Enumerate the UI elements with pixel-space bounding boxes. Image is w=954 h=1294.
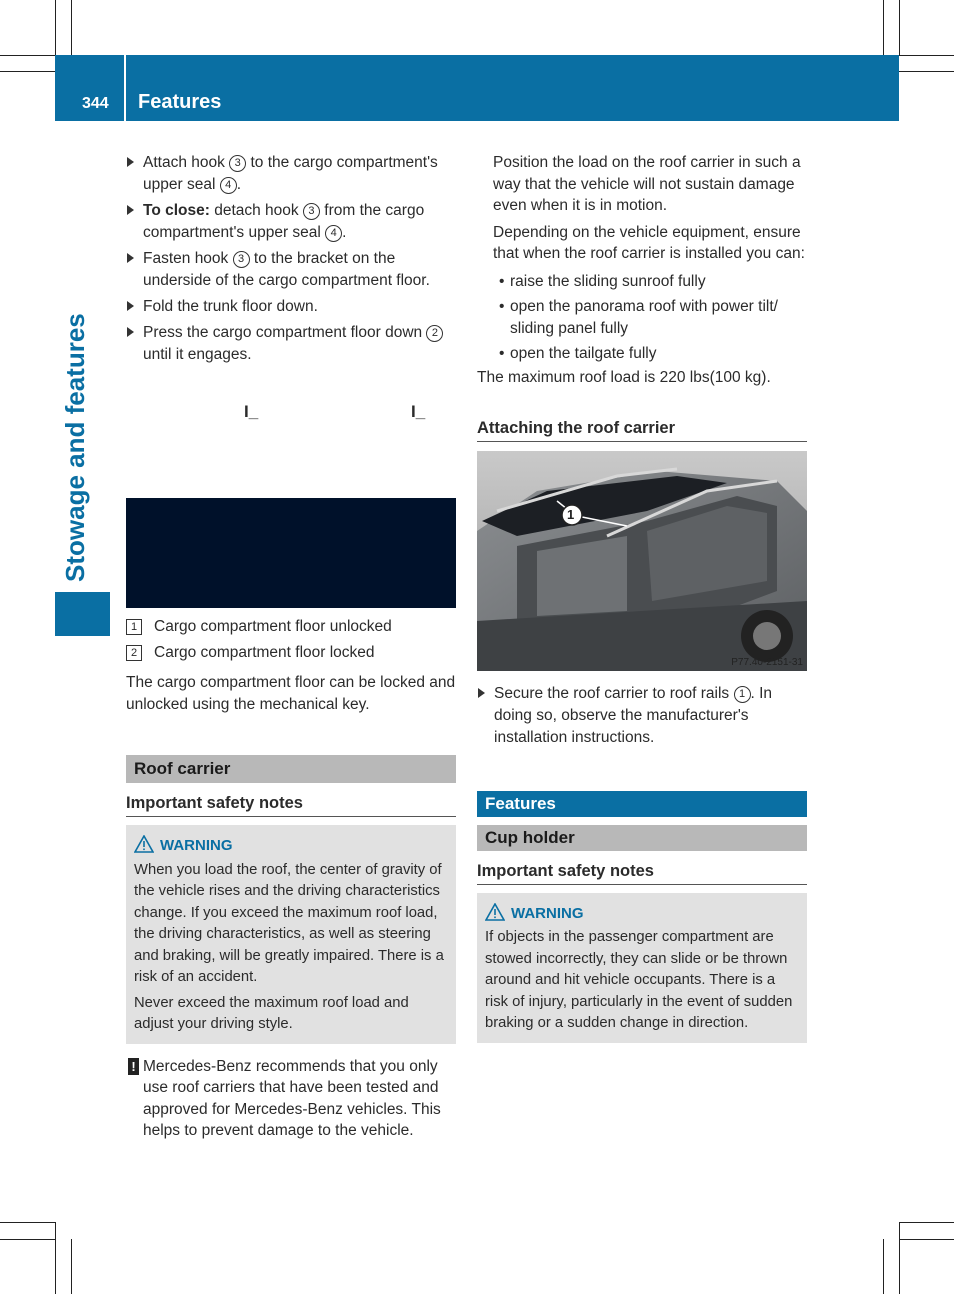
legend-number: 2 bbox=[126, 645, 142, 661]
bullet-item: • open the tailgate fully bbox=[499, 345, 657, 362]
section-heading: Cup holder bbox=[477, 825, 807, 851]
warning-box bbox=[477, 893, 807, 1043]
callout-number: 1 bbox=[734, 686, 751, 703]
instruction-step: Press the cargo compartment floor down 2 until it engages. bbox=[126, 322, 456, 366]
page-title: Features bbox=[138, 91, 222, 113]
crop-mark bbox=[899, 55, 954, 56]
arrow-icon bbox=[127, 301, 134, 311]
instruction-step: Fold the trunk floor down. bbox=[126, 296, 456, 318]
crop-mark bbox=[899, 1222, 954, 1223]
legend-item: 1 Cargo compartment floor unlocked bbox=[126, 616, 456, 638]
instruction-step: Attach hook 3 to the cargo compartment's upper seal 4 . bbox=[126, 152, 456, 196]
left-column bbox=[126, 152, 456, 1142]
arrow-icon bbox=[478, 688, 485, 698]
instruction-step: Secure the roof carrier to roof rails 1 . In doing so, observe the manufacturer's installation instructions. bbox=[477, 683, 807, 749]
warning-heading: WARNING bbox=[485, 903, 799, 925]
figure-mark: I_ bbox=[244, 402, 259, 421]
body-paragraph: Position the load on the roof carrier in such a way that the vehicle will not sustain damage even when it is in motion. bbox=[493, 154, 801, 214]
figure-mark: I_ bbox=[411, 402, 426, 421]
cargo-floor-illustration bbox=[126, 498, 456, 608]
instruction-step: To close: detach hook 3 from the cargo compartment's upper seal 4 . bbox=[126, 200, 456, 244]
photo-code: P77.40-2151-31 bbox=[731, 656, 803, 668]
chapter-tab bbox=[55, 592, 110, 636]
crop-mark bbox=[883, 1239, 884, 1294]
crop-mark bbox=[899, 1222, 900, 1294]
callout-number: 3 bbox=[303, 203, 320, 220]
page-number: 344 bbox=[82, 95, 109, 112]
warning-text: Never exceed the maximum roof load and adjust your driving style. bbox=[134, 994, 409, 1032]
arrow-icon bbox=[127, 157, 134, 167]
callout-number: 2 bbox=[426, 325, 443, 342]
subsection-heading: Important safety notes bbox=[477, 862, 807, 885]
callout-number: 4 bbox=[220, 177, 237, 194]
crop-mark bbox=[55, 0, 56, 55]
arrow-icon bbox=[127, 327, 134, 337]
crop-mark bbox=[0, 1239, 55, 1240]
crop-mark bbox=[0, 55, 55, 56]
crop-mark bbox=[55, 1222, 56, 1294]
crop-mark bbox=[0, 1222, 55, 1223]
body-paragraph: The maximum roof load is 220 lbs(100 kg). bbox=[477, 368, 771, 386]
warning-box bbox=[126, 825, 456, 1044]
crop-mark bbox=[883, 0, 884, 55]
legend-number: 1 bbox=[126, 619, 142, 635]
body-paragraph: The cargo compartment floor can be locked and unlocked using the mechanical key. bbox=[126, 674, 456, 713]
section-heading: Features bbox=[477, 791, 807, 817]
callout-number: 3 bbox=[233, 251, 250, 268]
arrow-icon bbox=[127, 253, 134, 263]
section-heading: Roof carrier bbox=[126, 755, 456, 783]
crop-mark bbox=[0, 71, 55, 72]
header-divider bbox=[124, 55, 126, 121]
crop-mark bbox=[899, 71, 954, 72]
bullet-item: • raise the sliding sunroof fully bbox=[499, 272, 706, 290]
instruction-step: Fasten hook 3 to the bracket on the underside of the cargo compartment floor. bbox=[126, 248, 456, 292]
note-paragraph: ! Mercedes-Benz recommends that you only use roof carriers that have been tested and approved for Mercedes-Benz vehicles. This helps to prevent damage to the vehicle. bbox=[126, 1056, 456, 1142]
crop-mark bbox=[71, 0, 72, 55]
warning-heading: WARNING bbox=[134, 835, 448, 857]
callout-number: 3 bbox=[229, 155, 246, 172]
warning-text: When you load the roof, the center of gravity of the vehicle rises and the driving characteristics change. If you exceed the maximum roof load, the driving characteristics, as well as steering and braking, will be greatly impaired. There is a risk of an accident. bbox=[134, 861, 444, 985]
crop-mark bbox=[899, 1239, 954, 1240]
bullet-item: • open the panorama roof with power tilt/ sliding panel fully bbox=[499, 298, 778, 337]
crop-mark bbox=[899, 0, 900, 55]
right-column bbox=[477, 152, 807, 1043]
warning-triangle-icon bbox=[134, 835, 154, 853]
subsection-heading: Attaching the roof carrier bbox=[477, 419, 807, 442]
exclamation-icon: ! bbox=[128, 1058, 139, 1075]
legend-item: 2 Cargo compartment floor locked bbox=[126, 642, 456, 664]
photo-callout-number: 1 bbox=[567, 506, 575, 522]
warning-text: If objects in the passenger compartment are stowed incorrectly, they can slide or be thrown around and hit vehicle occupants. There is a risk of injury, particularly in the event of sudden braking or a sudden change in direction. bbox=[485, 929, 793, 1031]
crop-mark bbox=[71, 1239, 72, 1294]
callout-number: 4 bbox=[325, 225, 342, 242]
arrow-icon bbox=[127, 205, 134, 215]
figure-area bbox=[126, 370, 456, 498]
chapter-title: Stowage and features bbox=[60, 313, 90, 582]
car-illustration bbox=[477, 451, 807, 671]
body-paragraph: Depending on the vehicle equipment, ensure that when the roof carrier is installed you can: bbox=[493, 223, 805, 262]
warning-triangle-icon bbox=[485, 903, 505, 921]
roof-carrier-photo bbox=[477, 451, 807, 671]
subsection-heading: Important safety notes bbox=[126, 794, 456, 817]
